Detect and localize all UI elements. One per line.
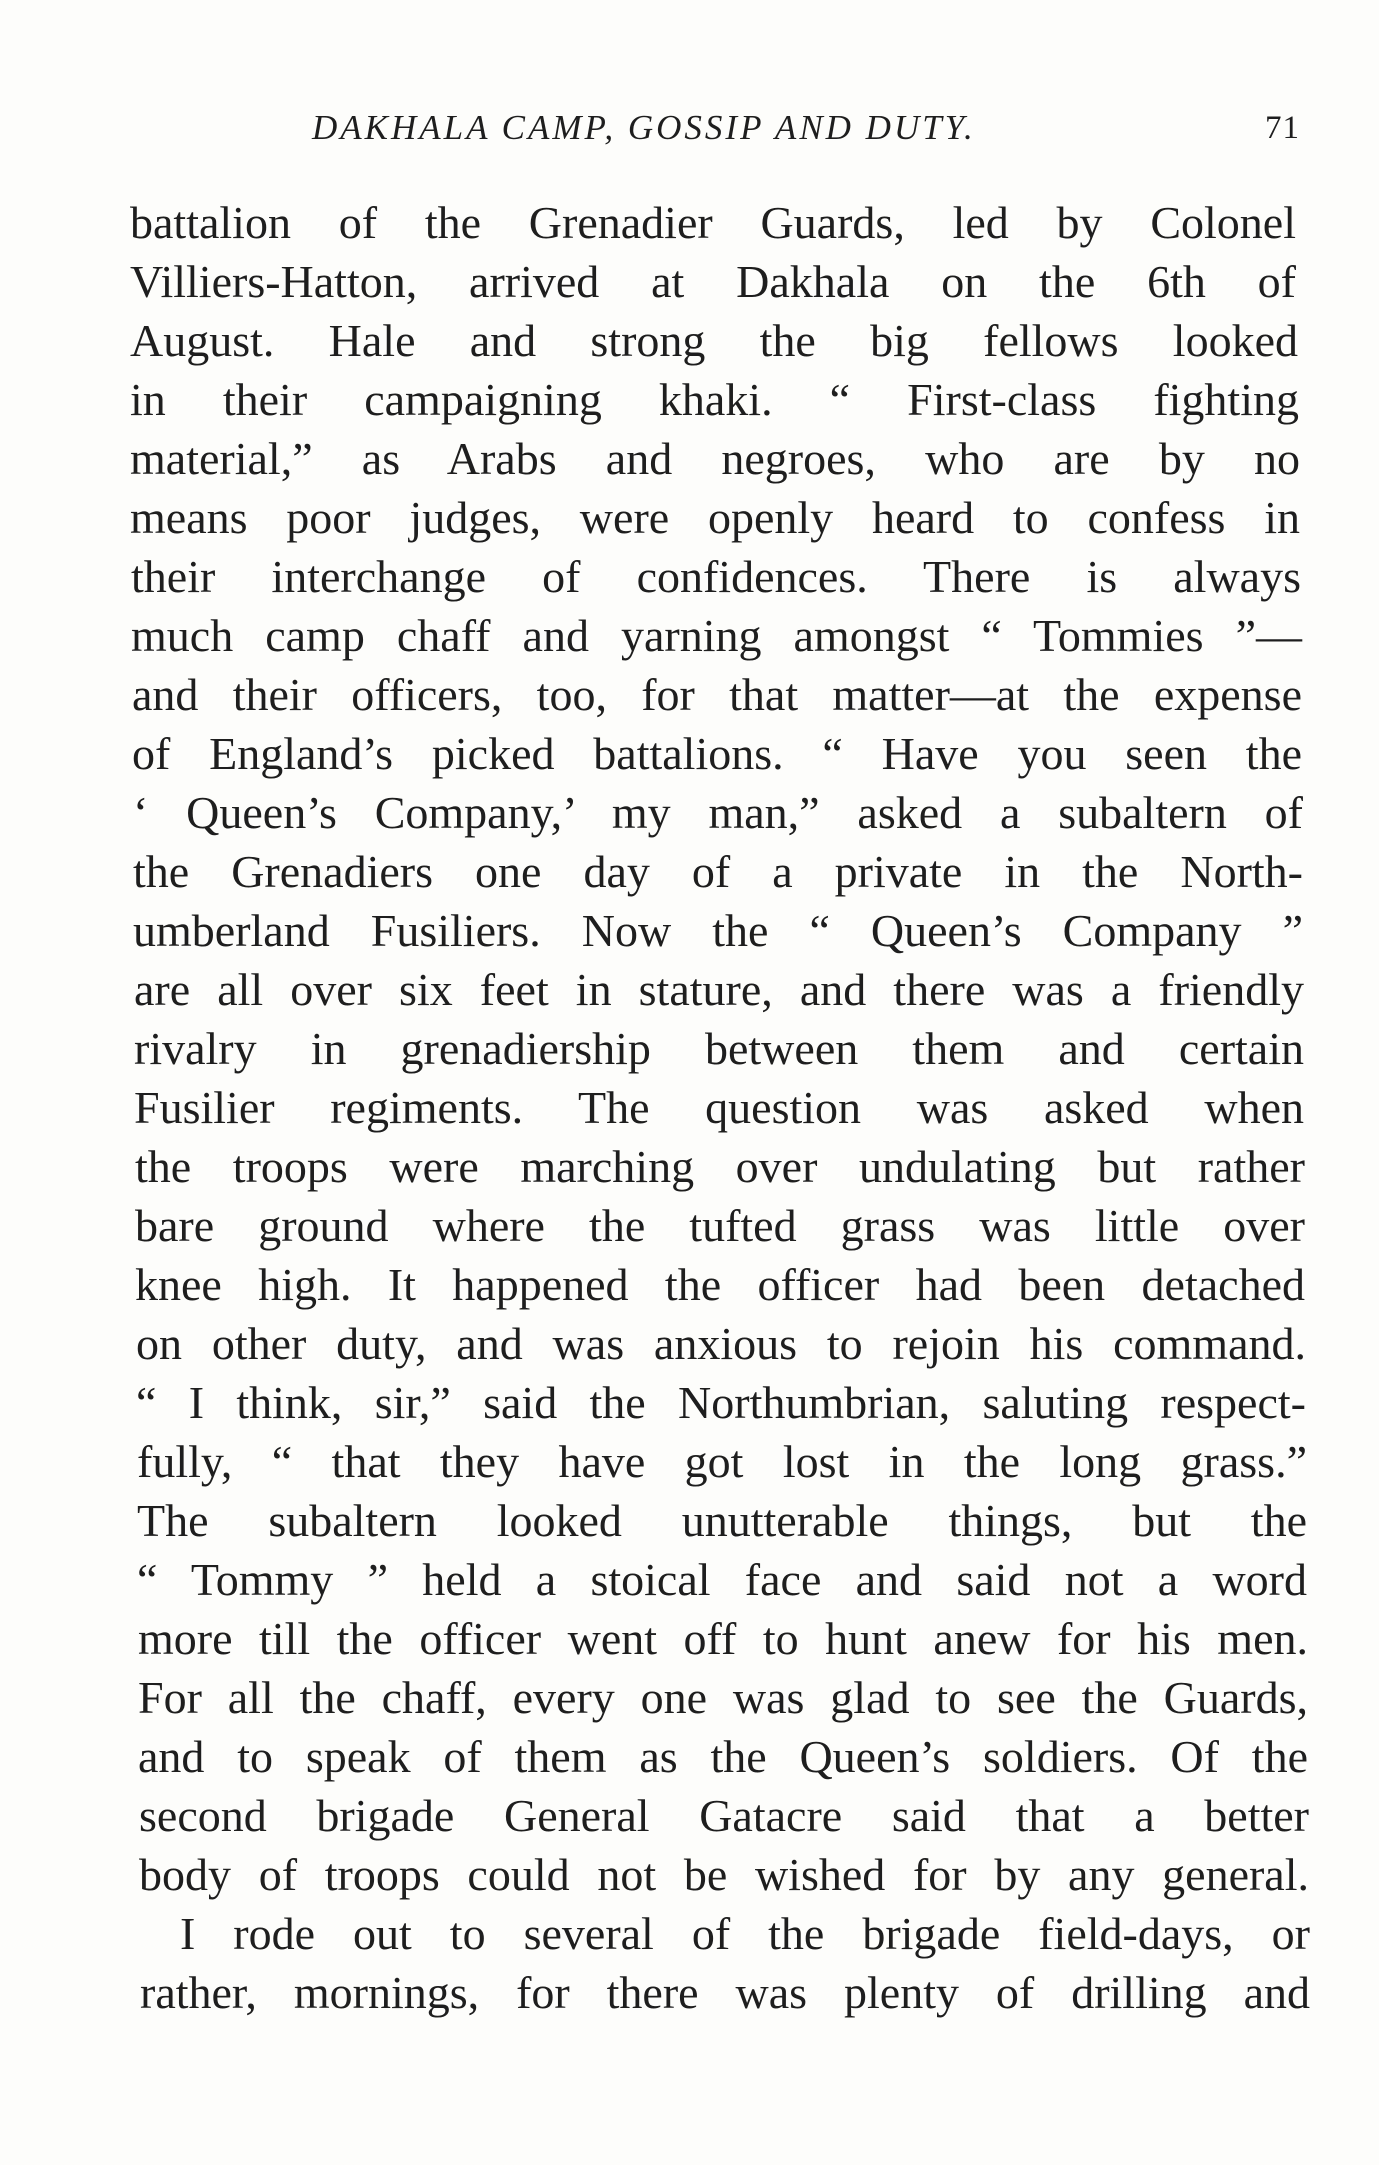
text-line: rather, mornings, for there was plenty of drilling and [140, 1967, 1310, 2018]
text-line: Villiers-Hatton, arrived at Dakhala on the 6th of [130, 256, 1296, 307]
text-line: “ Tommy ” held a stoical face and said not a word [137, 1554, 1307, 1605]
text-line: bare ground where the tufted grass was little over [135, 1200, 1305, 1251]
page-number: 71 [1265, 110, 1300, 146]
text-line: are all over six feet in stature, and there was a friendly [134, 964, 1304, 1015]
running-head [130, 108, 1300, 148]
text-line: Fusilier regiments. The question was asked when [134, 1082, 1304, 1133]
text-line: the Grenadiers one day of a private in the North- [133, 846, 1303, 897]
text-line: on other duty, and was anxious to rejoin his command. [136, 1318, 1306, 1369]
text-line: much camp chaff and yarning amongst “ Tommies ”— [131, 610, 1302, 661]
text-line: “ I think, sir,” said the Northumbrian, saluting respect- [136, 1377, 1306, 1428]
running-title: DAKHALA CAMP, GOSSIP AND DUTY. [312, 108, 976, 147]
text-line: I rode out to several of the brigade field-days, or [180, 1908, 1310, 1959]
text-line: their interchange of confidences. There is always [131, 551, 1301, 602]
text-line: August. Hale and strong the big fellows looked [130, 315, 1298, 366]
text-line: material,” as Arabs and negroes, who are by no [130, 433, 1300, 484]
text-line: umberland Fusiliers. Now the “ Queen’s Company ” [133, 905, 1303, 956]
text-line: and to speak of them as the Queen’s soldiers. Of the [138, 1731, 1308, 1782]
text-line: knee high. It happened the officer had been detached [135, 1259, 1305, 1310]
text-line: more till the officer went off to hunt anew for his men. [138, 1613, 1308, 1664]
text-line: body of troops could not be wished for by any general. [139, 1849, 1309, 1900]
text-line: rivalry in grenadiership between them and certain [134, 1023, 1304, 1074]
text-line: ‘ Queen’s Company,’ my man,” asked a subaltern of [133, 787, 1303, 838]
text-line: fully, “ that they have got lost in the long grass.” [137, 1436, 1307, 1487]
text-line: The subaltern looked unutterable things, but the [137, 1495, 1307, 1546]
text-line: For all the chaff, every one was glad to see the Guards, [138, 1672, 1308, 1723]
text-line: the troops were marching over undulating but rather [135, 1141, 1305, 1192]
text-line: battalion of the Grenadier Guards, led by Colonel [130, 197, 1296, 248]
text-line: and their officers, too, for that matter—at the expense [132, 669, 1302, 720]
text-line: second brigade General Gatacre said that a better [139, 1790, 1309, 1841]
text-line: in their campaigning khaki. “ First-class fighting [130, 374, 1299, 425]
text-line: means poor judges, were openly heard to confess in [130, 492, 1300, 543]
text-line: of England’s picked battalions. “ Have you seen the [132, 728, 1302, 779]
